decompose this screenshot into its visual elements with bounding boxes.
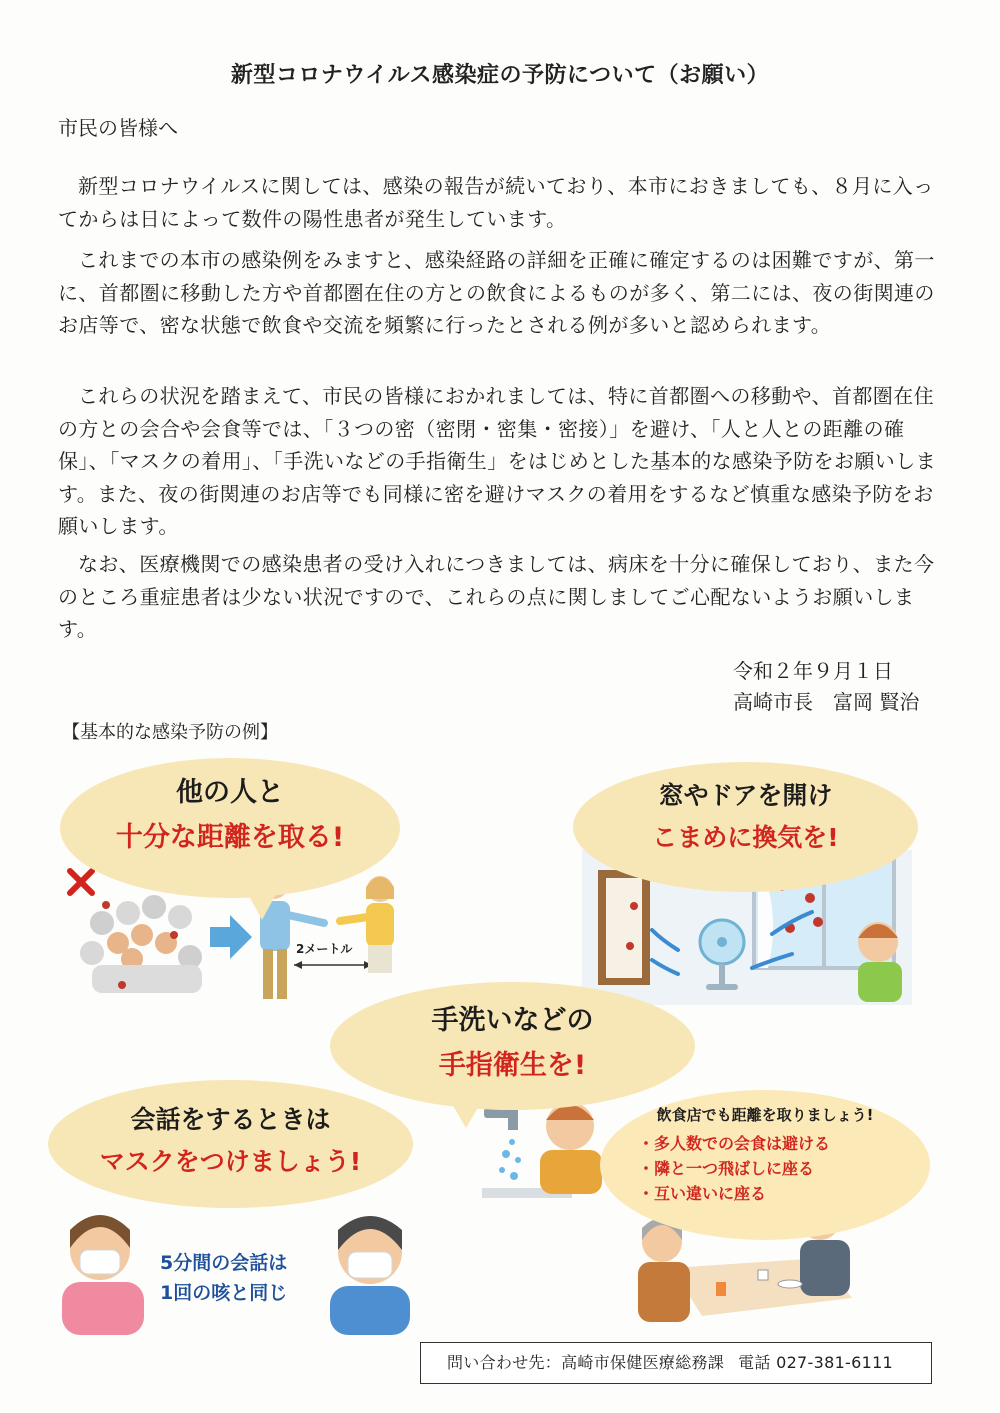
bubble-mask [48, 1080, 413, 1208]
bubble-ventilation-line2: こまめに換気を! [652, 823, 839, 852]
bubble-tail [248, 894, 276, 920]
water-drops-icon [499, 1139, 521, 1180]
cough-note [160, 1248, 287, 1308]
crowd-icon [80, 895, 202, 993]
faucet-icon [484, 1108, 518, 1130]
bubble-ventilation [573, 762, 918, 892]
bubble-restaurant-heading: 飲食店でも距離を取りましょう! [656, 1106, 874, 1124]
man-with-mask-icon [330, 1216, 410, 1335]
bubble-mask-line2: マスクをつけましょう! [99, 1147, 362, 1176]
contact-label: 問い合わせ先：高崎市保健医療総務課 [447, 1353, 725, 1372]
restaurant-tip: ・隣と一つ飛ばしに座る [638, 1159, 815, 1178]
cross-mark-icon [70, 871, 92, 893]
arrow-right-icon [210, 915, 252, 959]
bubble-distance-line2: 十分な距離を取る! [115, 822, 345, 853]
cough-note-line2: 1回の咳と同じ [160, 1282, 288, 1304]
bubble-ventilation-line1: 窓やドアを開け [658, 781, 833, 810]
cough-note-line1: 5分間の会話は [160, 1252, 288, 1274]
elderly-woman-icon [638, 1218, 690, 1322]
bubble-tail [452, 1104, 480, 1128]
bubble-mask-line1: 会話をするときは [130, 1105, 331, 1134]
paragraph-3: これらの状況を踏まえて、市民の皆様におかれましては、特に首都圏への移動や、首都圏在住の方との会合や会食等では、「３つの密（密閉・密集・密接）」を避け、「人と人との距離の確保」、「マスクの着用」、「手洗いなどの手指衛生」をはじめとした基本的な感染予防をお願いします。また、夜の街関連のお店等でも同様に密を避けマスクの着用をするなど慎重な感染予防をお願いします。 [58, 384, 936, 539]
contact-box [420, 1342, 932, 1384]
salutation: 市民の皆様へ [58, 116, 178, 140]
restaurant-tip: ・互い違いに座る [638, 1184, 767, 1203]
paragraph-4: なお、医療機関での感染患者の受け入れにつきましては、病床を十分に確保しており、また今のところ重症患者は少ない状況ですので、これらの点に関しましてご心配ないようお願いします。 [58, 552, 935, 642]
woman-figure-icon [340, 876, 394, 973]
distance-label: 2メートル [296, 942, 353, 956]
signature-date: 令和２年９月１日 [733, 659, 893, 683]
restaurant-tip: ・多人数での会食は避ける [638, 1134, 831, 1153]
distance-arrow-icon [294, 961, 372, 969]
bubble-hand-hygiene-line2: 手指衛生を! [438, 1050, 587, 1081]
contact-phone: 電話 027-381-6111 [738, 1353, 894, 1372]
bubble-hand-hygiene-line1: 手洗いなどの [431, 1005, 594, 1036]
signature-name: 高崎市長 富岡 賢治 [733, 690, 920, 714]
page-title: 新型コロナウイルス感染症の予防について（お願い） [230, 63, 770, 88]
door-icon [598, 870, 650, 985]
bubble-distance-line1: 他の人と [176, 777, 284, 808]
woman-with-mask-icon [62, 1215, 144, 1335]
paragraph-2: これまでの本市の感染例をみますと、感染経路の詳細を正確に確定するのは困難ですが、第一に、首都圏に移動した方や首都圏在住の方との飲食によるものが多く、第二には、夜の街関連のお店等で、密な状態で飲食や交流を頻繁に行ったとされる例が多いと認められます。 [58, 248, 935, 338]
restaurant-tips-list [638, 1131, 930, 1206]
paragraph-1: 新型コロナウイルスに関しては、感染の報告が続いており、本市におきましても、８月に入ってからは日によって数件の陽性患者が発生しています。 [58, 174, 934, 231]
boy-figure-icon [540, 1102, 602, 1194]
bubble-distance [60, 758, 400, 898]
bubble-restaurant [600, 1090, 930, 1240]
section-heading: 【基本的な感染予防の例】 [62, 722, 278, 743]
